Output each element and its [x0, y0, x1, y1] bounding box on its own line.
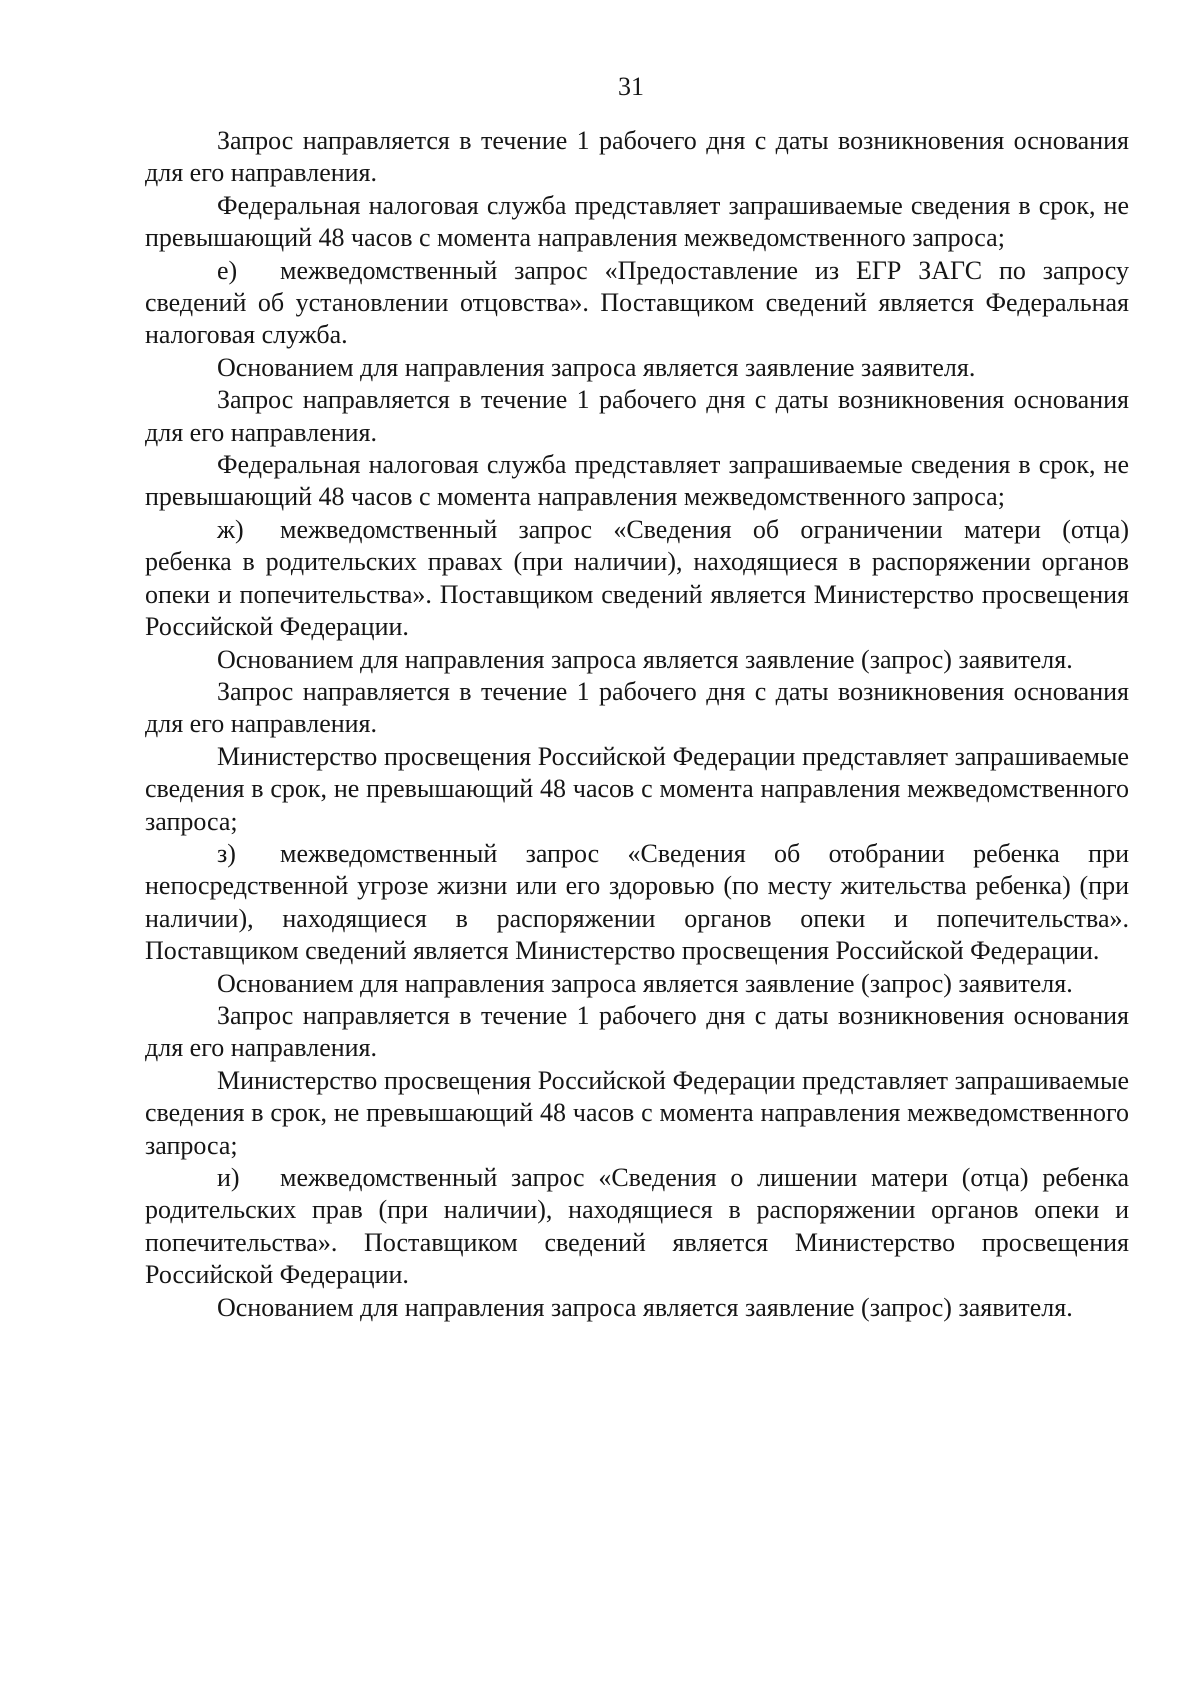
paragraph: Основанием для направления запроса является заявление заявителя. [217, 352, 976, 382]
paragraph: Федеральная налоговая служба представляет запрашиваемые сведения в срок, не превышающий 48 часов с момента направления межведомственного запроса; [145, 450, 1129, 512]
list-item-text: межведомственный запрос «Сведения об отобрании ребенка при непосредственной угрозе жизни или его здоровью (по месту жительства ребенка) (при наличии), находящиеся в распоряжении органов опеки и попечительства». Поставщиком сведений является Министерство просвещения Российской Федерации. [145, 838, 1129, 966]
list-item-e [145, 255, 1129, 352]
list-item-text: межведомственный запрос «Предоставление из ЕГР ЗАГС по запросу сведений об установлении отцовства». Поставщиком сведений является Федеральная налоговая служба. [145, 255, 1129, 350]
list-item-text: межведомственный запрос «Сведения о лишении матери (отца) ребенка родительских прав (при наличии), находящиеся в распоряжении органов опеки и попечительства». Поставщиком сведений является Министерство просвещения Российской Федерации. [145, 1163, 1129, 1290]
list-item-marker: ж) [217, 514, 244, 544]
paragraph: Запрос направляется в течение 1 рабочего дня с даты возникновения основания для его направления. [145, 1000, 1129, 1063]
paragraph: Министерство просвещения Российской Федерации представляет запрашиваемые сведения в срок, не превышающий 48 часов с момента направления межведомственного запроса; [145, 1065, 1129, 1160]
paragraph: Запрос направляется в течение 1 рабочего дня с даты возникновения основания для его направления. [145, 126, 1129, 188]
paragraph: Основанием для направления запроса является заявление (запрос) заявителя. [217, 644, 1073, 674]
document-body [145, 125, 1129, 1324]
paragraph: Федеральная налоговая служба представляет запрашиваемые сведения в срок, не превышающий 48 часов с момента направления межведомственного запроса; [145, 190, 1129, 253]
list-item-zh [145, 514, 1129, 644]
paragraph: Министерство просвещения Российской Федерации представляет запрашиваемые сведения в срок, не превышающий 48 часов с момента направления межведомственного запроса; [145, 741, 1129, 836]
list-item-marker: з) [217, 838, 236, 868]
paragraph: Запрос направляется в течение 1 рабочего дня с даты возникновения основания для его направления. [145, 385, 1129, 447]
list-item-text: межведомственный запрос «Сведения об ограничении матери (отца) ребенка в родительских правах (при наличии), находящиеся в распоряжении органов опеки и попечительства». Поставщиком сведений является Министерство просвещения Российской Федерации. [145, 514, 1129, 642]
paragraph: Основанием для направления запроса является заявление (запрос) заявителя. [217, 1292, 1073, 1322]
list-item-marker: е) [217, 255, 238, 285]
list-item-z [145, 838, 1129, 968]
list-item-i [145, 1162, 1129, 1292]
page-number: 31 [618, 72, 644, 101]
paragraph: Запрос направляется в течение 1 рабочего дня с даты возникновения основания для его направления. [145, 676, 1129, 739]
list-item-marker: и) [217, 1163, 240, 1192]
paragraph: Основанием для направления запроса является заявление (запрос) заявителя. [217, 968, 1073, 998]
